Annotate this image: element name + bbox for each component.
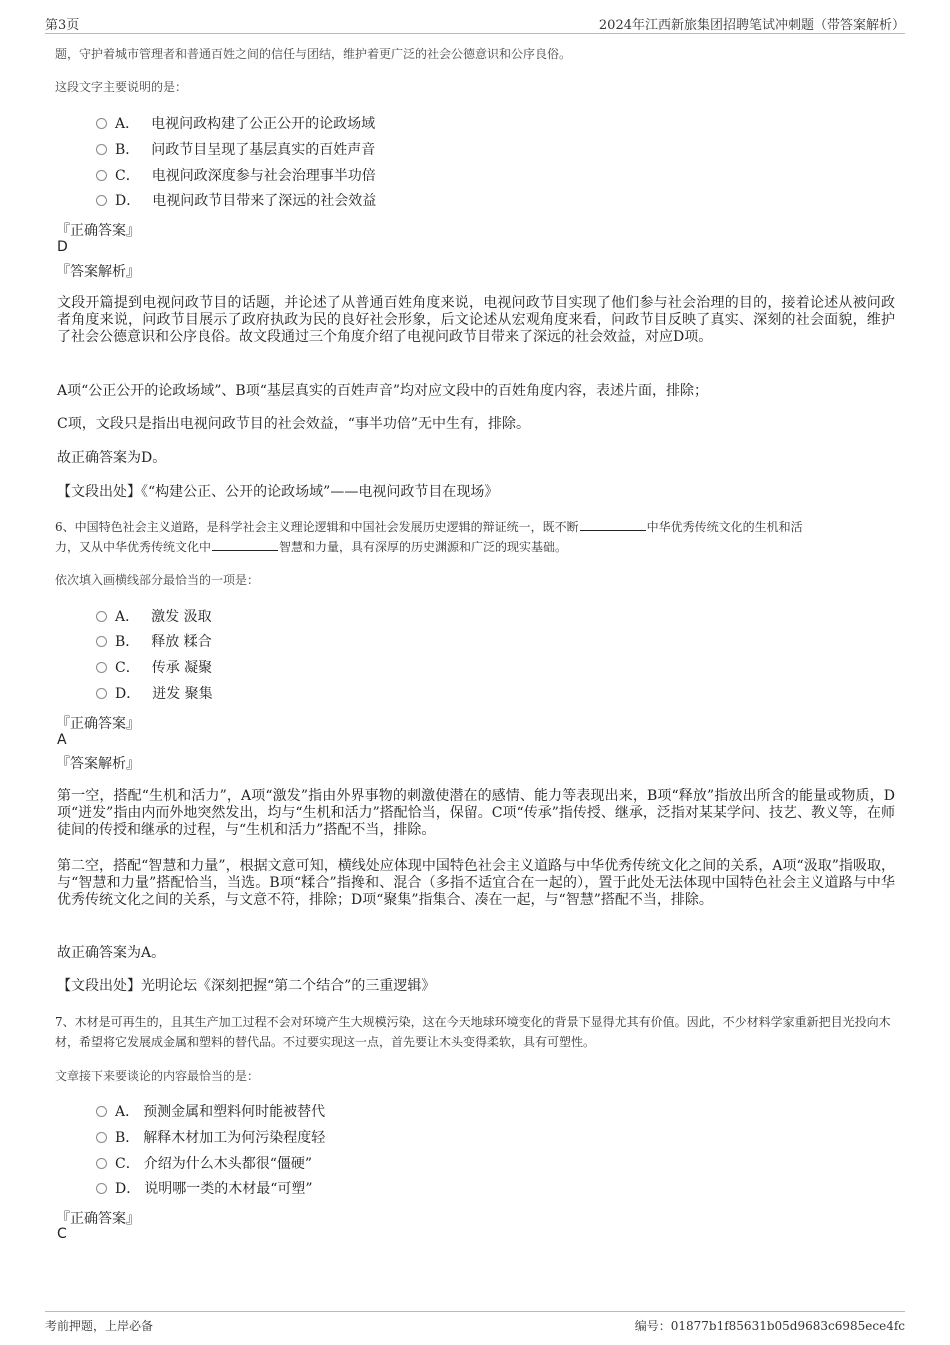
q5-stem: 这段文字主要说明的是：: [55, 80, 188, 94]
q5-analysis-paragraph: A项“公正公开的论政场域”、B项“基层真实的百姓声音”均对应文段中的百姓角度内容，表述片面，排除；: [57, 383, 709, 399]
q5-option-a[interactable]: A． 电视问政构建了公正公开的论政场域: [96, 114, 375, 134]
document-title: 2024年江西新旅集团招聘笔试冲刺题（带答案解析）: [598, 18, 905, 33]
radio-icon[interactable]: [96, 1158, 107, 1169]
q5-option-b[interactable]: B． 问政节目呈现了基层真实的百姓声音: [96, 140, 375, 160]
radio-icon[interactable]: [96, 195, 107, 206]
radio-icon[interactable]: [96, 688, 107, 699]
q6-prompt: 依次填入画横线部分最恰当的一项是：: [55, 573, 260, 587]
q6-analysis-conclusion: 故正确答案为A。: [57, 945, 166, 961]
radio-icon[interactable]: [96, 170, 107, 181]
radio-icon[interactable]: [96, 662, 107, 673]
q7-option-d[interactable]: D． 说明哪一类的木材最“可塑”: [96, 1179, 313, 1199]
q5-source: 【文段出处】《“构建公正、公开的论政场域”——电视问政节目在现场》: [57, 484, 499, 500]
q7-option-a[interactable]: A． 预测金属和塑料何时能被替代: [96, 1102, 325, 1122]
q7-prompt: 文章接下来要谈论的内容最恰当的是：: [55, 1069, 260, 1083]
fill-blank: [212, 538, 278, 551]
q5-passage-tail: 题，守护着城市管理者和普通百姓之间的信任与团结，维护着更广泛的社会公德意识和公序良俗。: [55, 47, 572, 61]
fill-blank: [580, 518, 646, 531]
q6-stem: 6、中国特色社会主义道路，是科学社会主义理论逻辑和中国社会发展历史逻辑的辩证统一，既不断 中华优秀传统文化的生机和活 力，又从中华优秀传统文化中 智慧和力量，具有深厚的历史渊源和广泛的现实基础。: [55, 520, 803, 554]
radio-icon[interactable]: [96, 1106, 107, 1117]
q6-answer-label: 『正确答案』: [56, 716, 140, 732]
q5-option-d[interactable]: D． 电视问政节目带来了深远的社会效益: [96, 191, 376, 211]
radio-icon[interactable]: [96, 144, 107, 155]
q7-option-c[interactable]: C． 介绍为什么木头都很“僵硬”: [96, 1154, 312, 1174]
q6-option-a[interactable]: A． 激发 汲取: [96, 607, 212, 627]
q5-answer-label: 『正确答案』: [56, 223, 140, 239]
q7-answer: C: [57, 1226, 67, 1242]
radio-icon[interactable]: [96, 1183, 107, 1194]
q6-option-d[interactable]: D． 迸发 聚集: [96, 684, 213, 704]
q5-option-c[interactable]: C． 电视问政深度参与社会治理事半功倍: [96, 166, 376, 186]
q7-answer-label: 『正确答案』: [56, 1211, 140, 1227]
q6-source: 【文段出处】光明论坛《深刻把握“第二个结合”的三重逻辑》: [57, 978, 436, 994]
radio-icon[interactable]: [96, 118, 107, 129]
q6-option-b[interactable]: B． 释放 糅合: [96, 632, 212, 652]
page-footer: [45, 1311, 905, 1335]
radio-icon[interactable]: [96, 1132, 107, 1143]
q5-analysis-label: 『答案解析』: [56, 264, 140, 280]
radio-icon[interactable]: [96, 636, 107, 647]
q7-option-b[interactable]: B． 解释木材加工为何污染程度轻: [96, 1128, 325, 1148]
q5-analysis-paragraph: 文段开篇提到电视问政节目的话题，并论述了从普通百姓角度来说，电视问政节目实现了他们参与社会治理的目的，接着论述从被问政者角度来说，问政节目展示了政府执政为民的良好社会形象，后文论述从宏观角度来看，问政节目反映了真实、深刻的社会面貌，维护了社会公德意识和公序良俗。故文段通过三个角度介绍了电视问政节目带来了深远的社会效益，对应D项。: [57, 295, 895, 345]
q6-analysis-label: 『答案解析』: [56, 756, 140, 772]
footer-slogan: 考前押题，上岸必备: [45, 1319, 154, 1333]
q5-answer: D: [57, 239, 68, 255]
q5-analysis-paragraph: C项，文段只是指出电视问政节目的社会效益，“事半功倍”无中生有，排除。: [57, 416, 531, 432]
q6-answer: A: [57, 732, 67, 748]
q6-option-c[interactable]: C． 传承 凝聚: [96, 658, 212, 678]
document-code: 编号：01877b1f85631b05d9683c6985ece4fc: [634, 1319, 905, 1333]
q6-analysis-paragraph: 第二空，搭配“智慧和力量”，根据文意可知，横线处应体现中国特色社会主义道路与中华优秀传统文化之间的关系，A项“汲取”指吸取，与“智慧和力量”搭配恰当，当选。B项“糅合”指搀和、混合（多指不适宜合在一起的），置于此处无法体现中国特色社会主义道路与中华优秀传统文化之间的关系，与文意不符，排除；D项“聚集”指集合、凑在一起，与“智慧”搭配不当，排除。: [57, 858, 895, 908]
radio-icon[interactable]: [96, 611, 107, 622]
page-header: [45, 14, 905, 34]
q6-analysis-paragraph: 第一空，搭配“生机和活力”，A项“激发”指由外界事物的刺激使潜在的感情、能力等表现出来，B项“释放”指放出所含的能量或物质，D项“迸发”指由内而外地突然发出，均与“生机和活力”搭配恰当，保留。C项“传承”指传授、继承，泛指对某某学问、技艺、教义等，在师徒间的传授和继承的过程，与“生机和活力”搭配不当，排除。: [57, 788, 895, 838]
q5-analysis-conclusion: 故正确答案为D。: [57, 450, 167, 466]
q7-stem: 7、木材是可再生的，且其生产加工过程不会对环境产生大规模污染，这在今天地球环境变化的背景下显得尤其有价值。因此，不少材料学家重新把目光投向木材，希望将它发展成金属和塑料的替代品。不过要实现这一点，首先要让木头变得柔软，具有可塑性。: [55, 1015, 891, 1049]
page-number: 第3页: [45, 18, 80, 33]
